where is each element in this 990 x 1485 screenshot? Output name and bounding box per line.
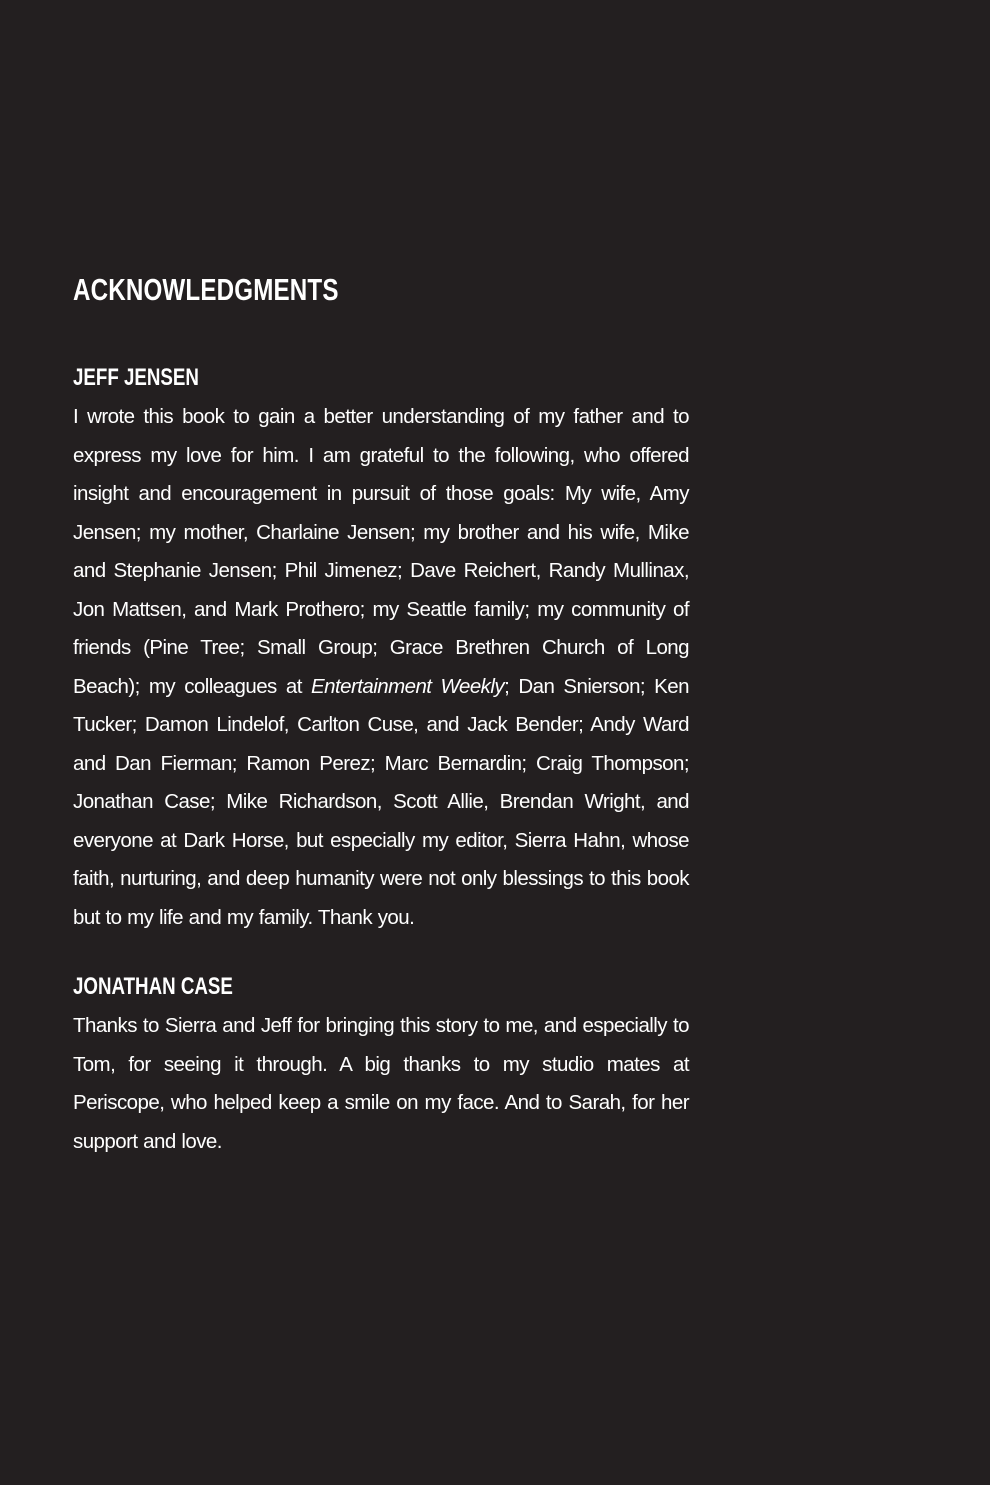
body-text-part: ; Dan Snierson; Ken Tucker; Damon Lindelof, Carlton Cuse, and Jack Bender; Andy Ward and Dan Fierman; Ramon Perez; Marc Bernardin; Craig Thompson; Jonathan Case; Mike Richardson, Scott Allie, Brendan Wright, and everyone at Dark Horse, but especially my editor, Sierra Hahn, whose faith, nurturing, and deep humanity were not only blessings to this book but to my life and my family. Thank you. [73, 674, 689, 929]
section-heading: JEFF JENSEN [73, 364, 199, 391]
section-jeff-jensen [73, 362, 689, 937]
page-title: ACKNOWLEDGMENTS [73, 272, 339, 307]
publication-title: Entertainment Weekly [310, 674, 505, 698]
section-heading: JONATHAN CASE [73, 973, 233, 1000]
section-body: Thanks to Sierra and Jeff for bringing this story to me, and especially to Tom, for seeing it through. A big thanks to my studio mates at Periscope, who helped keep a smile on my face. And to Sarah, for her support and love. [73, 1014, 689, 1153]
section-jonathan-case [73, 971, 689, 1161]
section-body [73, 398, 689, 937]
page-content [73, 268, 689, 1161]
body-text-part: I wrote this book to gain a better understanding of my father and to express my love for him. I am grateful to the following, who offered insight and encouragement in pursuit of those goals: My wife, Amy Jensen; my mother, Charlaine Jensen; my brother and his wife, Mike and Stephanie Jensen; Phil Jimenez; Dave Reichert, Randy Mullinax, Jon Mattsen, and Mark Prothero; my Seattle family; my community of friends (Pine Tree; Small Group; Grace Brethren Church of Long Beach); my colleagues at [73, 405, 689, 698]
